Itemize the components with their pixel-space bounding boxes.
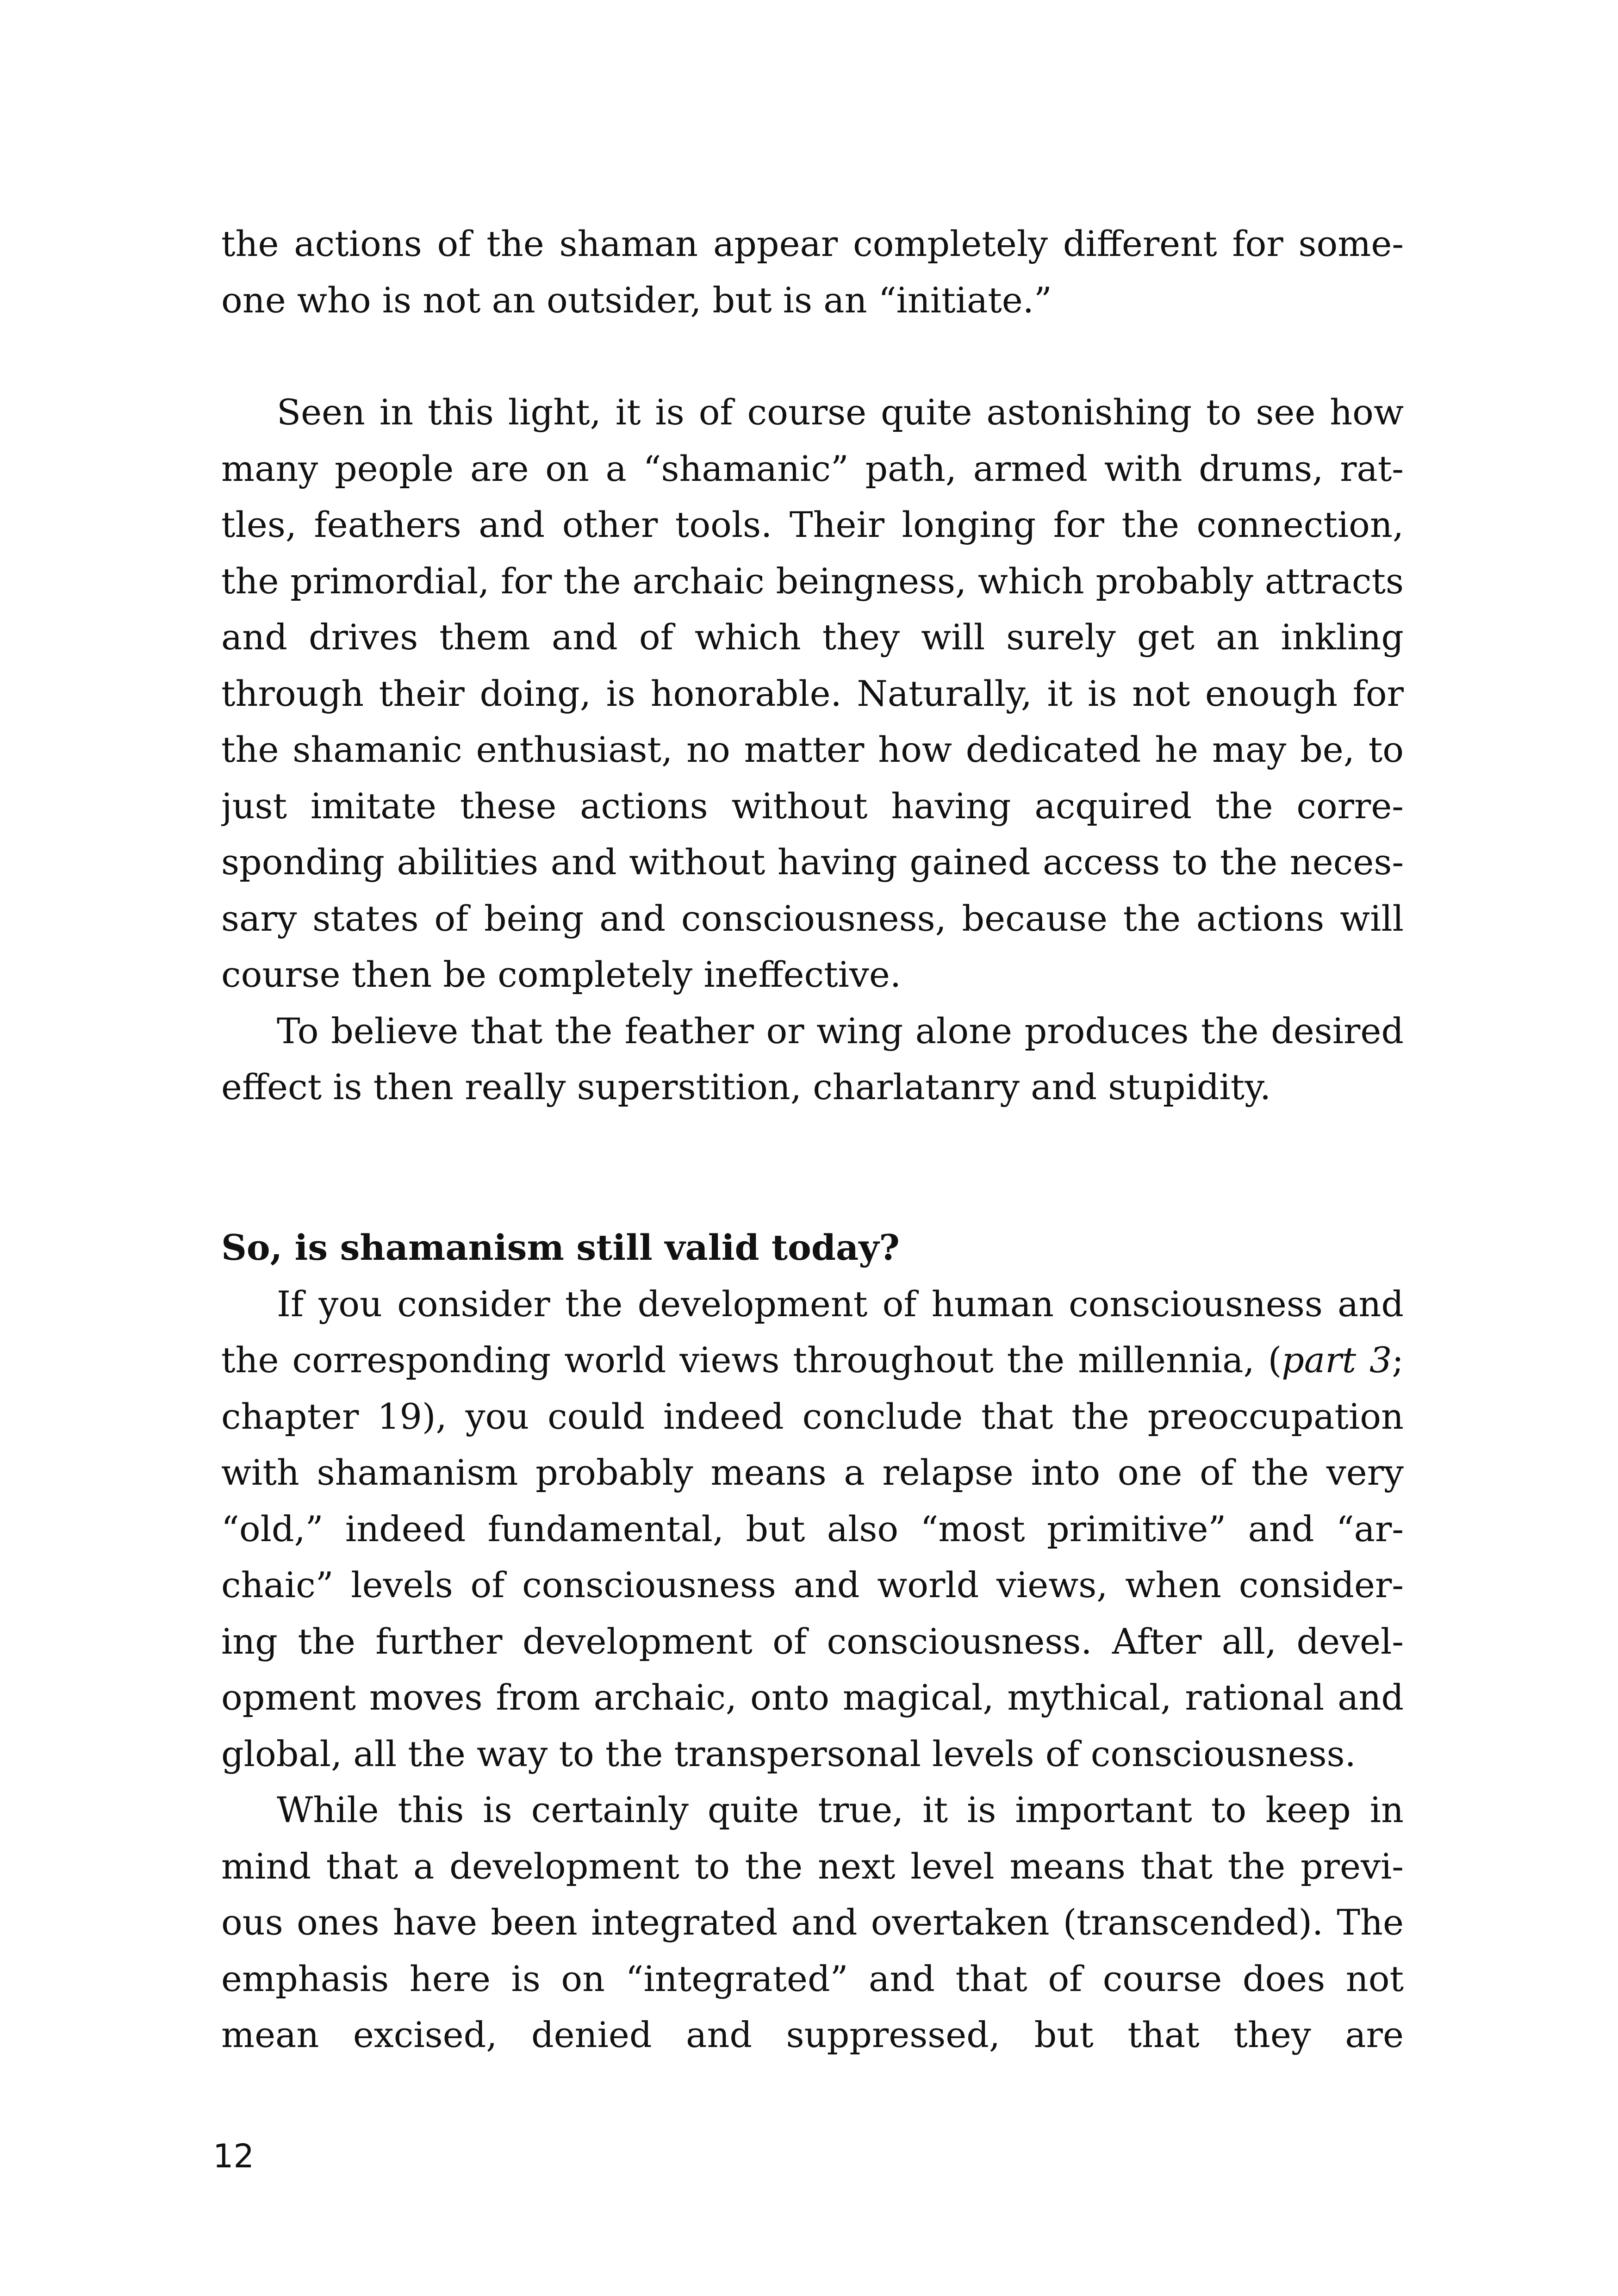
text-fragment: ; [1392, 1339, 1404, 1381]
text-line: chaic” levels of consciousness and world views, when consider- [221, 1564, 1404, 1605]
text-line: through their doing, is honorable. Naturally, it is not enough for [221, 672, 1404, 714]
section-heading: So, is shamanism still valid today? [221, 1227, 900, 1268]
text-line: effect is then really superstition, charlatanry and stupidity. [221, 1066, 1271, 1108]
text-line: mind that a development to the next level means that the previ- [221, 1845, 1404, 1887]
text-line: with shamanism probably means a relapse into one of the very [221, 1452, 1404, 1493]
text-line: many people are on a “shamanic” path, armed with drums, rat- [221, 448, 1404, 489]
section-shamanism-today [221, 1220, 1404, 2063]
text-line: tles, feathers and other tools. Their longing for the connection, [221, 504, 1404, 545]
text-line: and drives them and of which they will surely get an inkling [221, 616, 1404, 658]
text-line: sary states of being and consciousness, because the actions will [221, 897, 1404, 939]
text-line: If you consider the development of human consciousness and [277, 1283, 1404, 1325]
paragraph-continuation [221, 216, 1404, 328]
cross-reference: part 3 [1282, 1339, 1392, 1381]
text-line: Seen in this light, it is of course quite astonishing to see how [277, 392, 1404, 433]
text-line: chapter 19), you could indeed conclude that the preoccupation [221, 1395, 1404, 1437]
text-line: ous ones have been integrated and overtaken (transcended). The [221, 1902, 1404, 1943]
text-line-with-reference [221, 1332, 1404, 1388]
text-line: mean excised, denied and suppressed, but that they are [221, 2014, 1404, 2055]
text-line: emphasis here is on “integrated” and that of course does not [221, 1958, 1404, 1999]
text-line: the primordial, for the archaic beingness, which probably attracts [221, 560, 1404, 602]
text-line: just imitate these actions without having acquired the corre- [221, 785, 1404, 827]
text-line: the shamanic enthusiast, no matter how dedicated he may be, to [221, 729, 1404, 770]
text-line: While this is certainly quite true, it is important to keep in [277, 1789, 1404, 1830]
text-line: sponding abilities and without having gained access to the neces- [221, 841, 1404, 883]
text-line: the actions of the shaman appear completely different for some- [221, 223, 1404, 264]
text-line: opment moves from archaic, onto magical, mythical, rational and [221, 1677, 1404, 1718]
paragraph-shamanic-path [221, 384, 1404, 1115]
text-line: global, all the way to the transpersonal levels of consciousness. [221, 1733, 1356, 1774]
text-line: ing the further development of consciousness. After all, devel- [221, 1620, 1404, 1662]
text-line: To believe that the feather or wing alone produces the desired [277, 1010, 1404, 1052]
text-fragment: the corresponding world views throughout the millennia, ( [221, 1339, 1282, 1381]
text-line: course then be completely ineffective. [221, 954, 902, 995]
text-line: one who is not an outsider, but is an “initiate.” [221, 279, 1052, 321]
text-line: “old,” indeed fundamental, but also “most primitive” and “ar- [221, 1508, 1404, 1549]
page-number: 12 [213, 2137, 255, 2175]
